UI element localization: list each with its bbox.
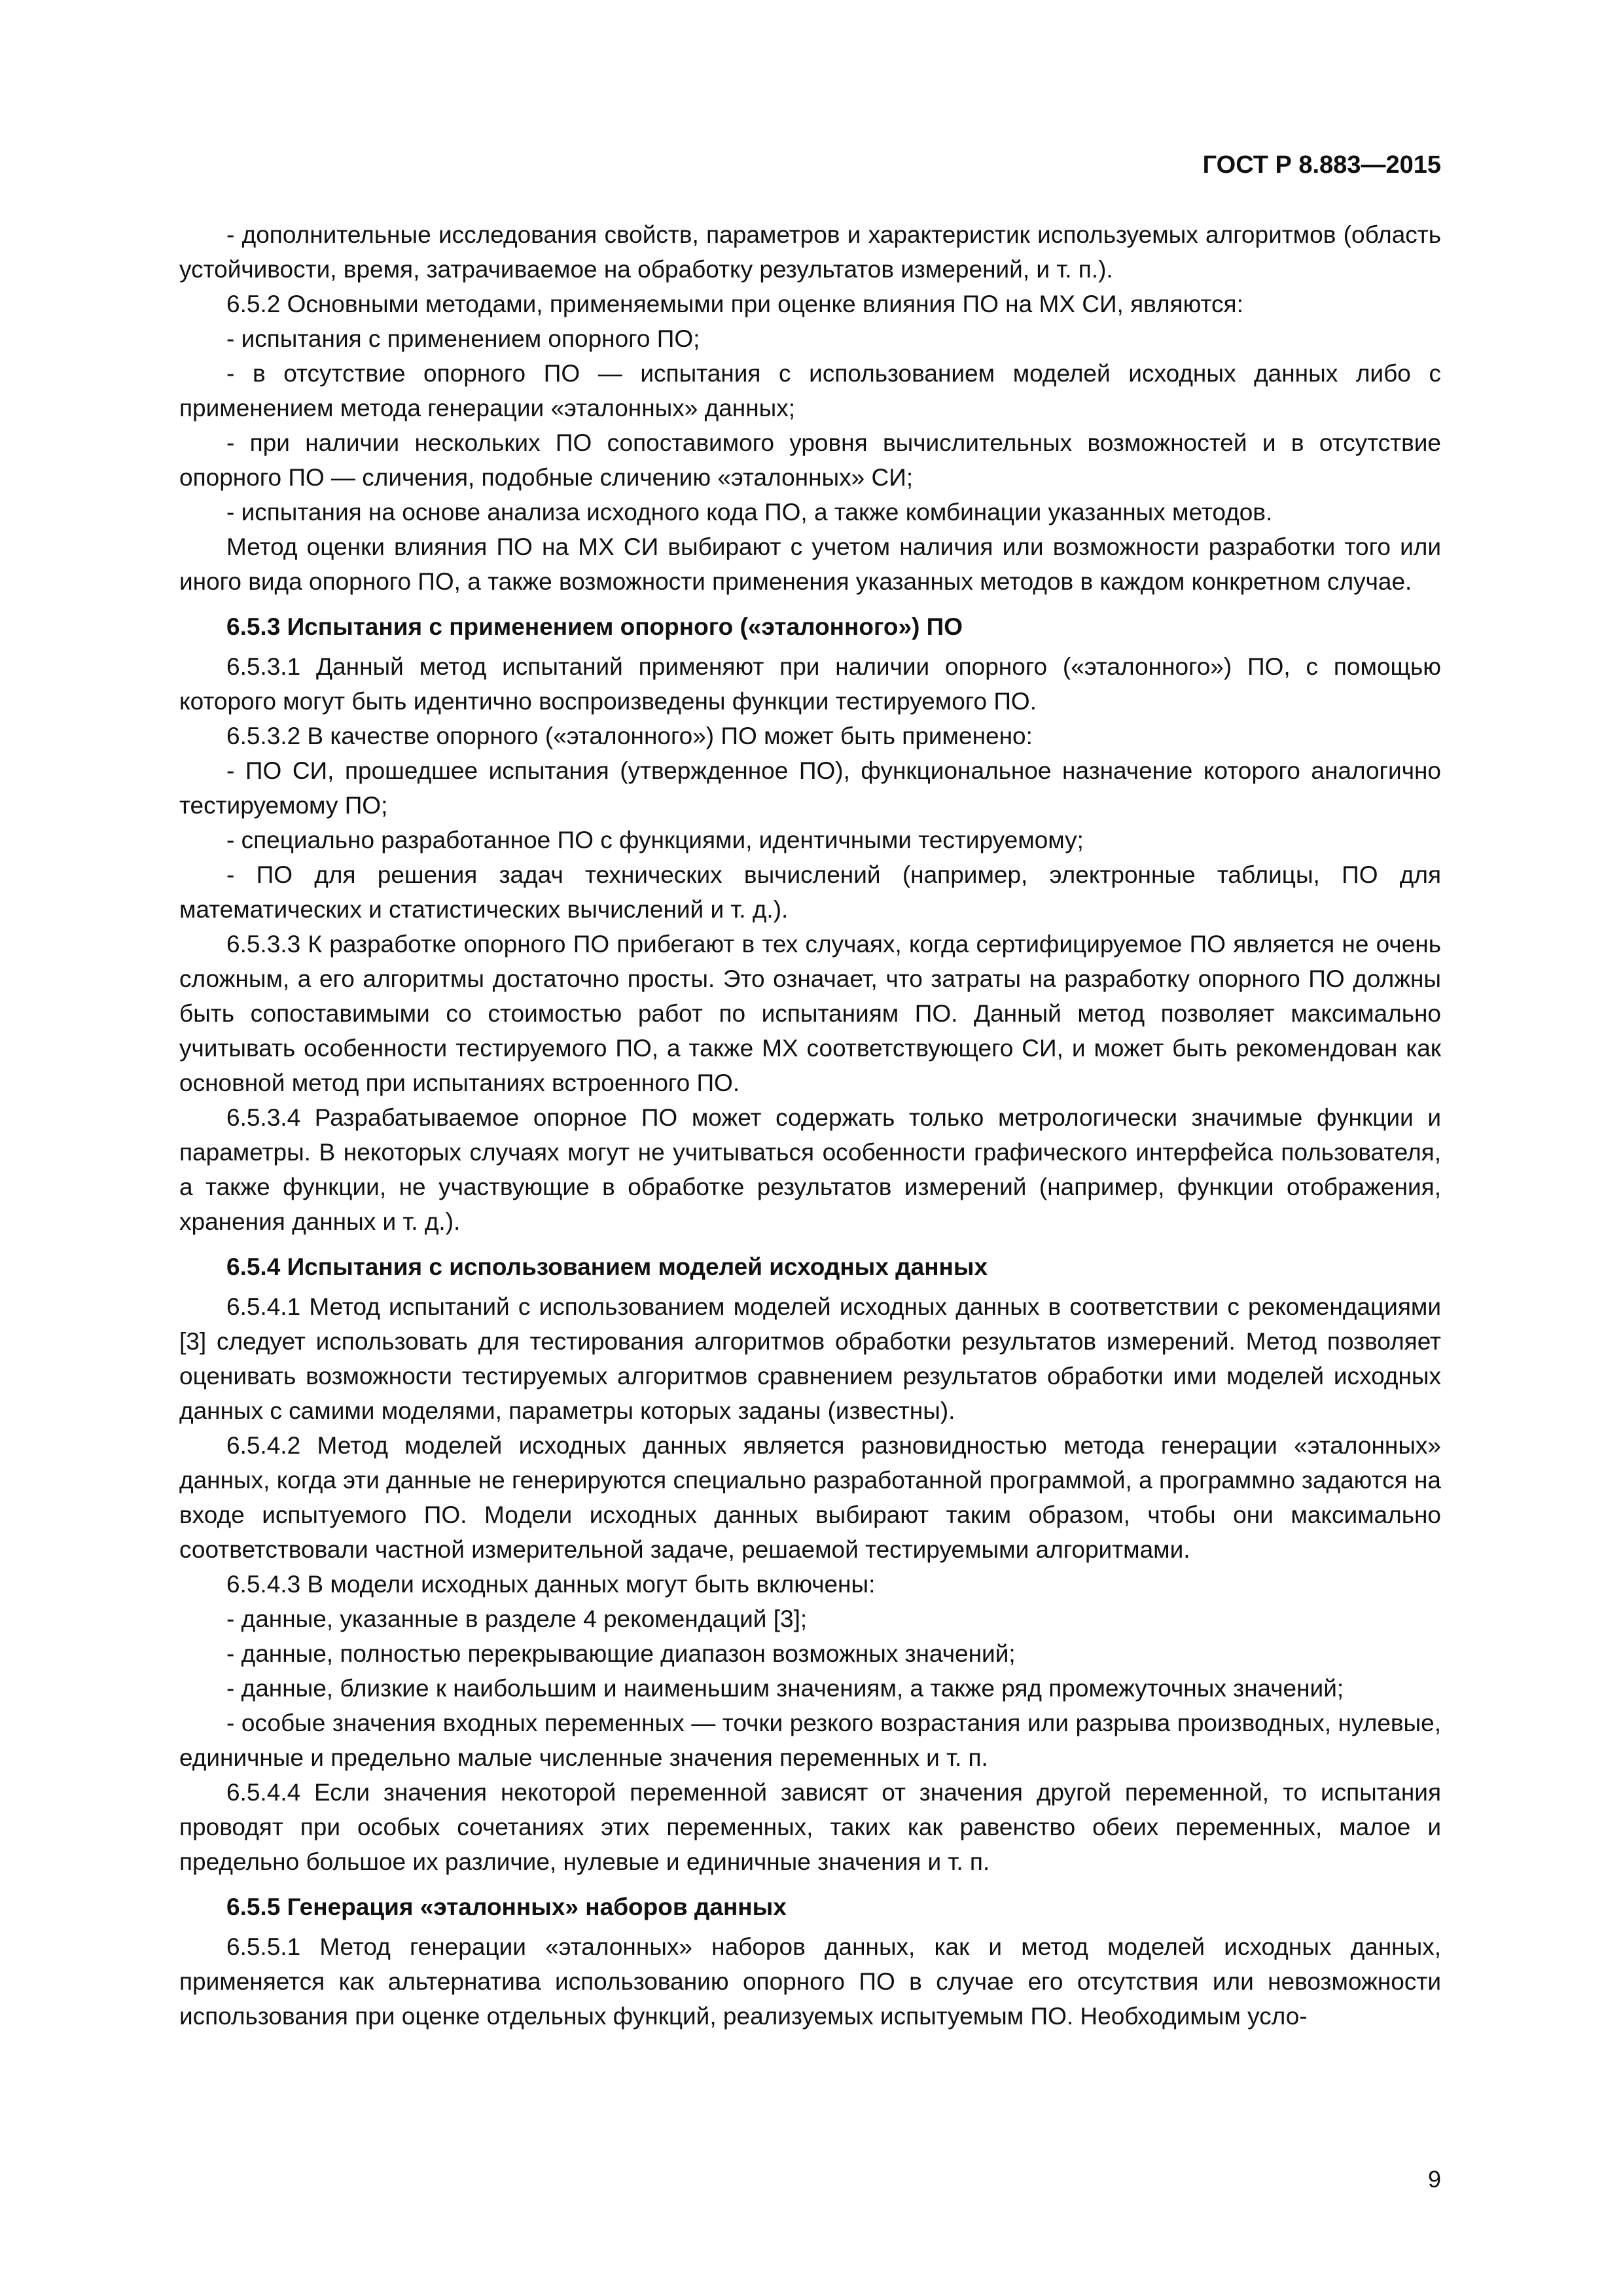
paragraph: 6.5.4.4 Если значения некоторой переменной зависят от значения другой переменной, то испытания проводят при особых сочетаниях этих переменных, таких как равенство обеих переменных, малое и предельно большое их различие, нулевые и единичные значения и т. п.: [179, 1779, 1441, 1875]
paragraph: 6.5.2 Основными методами, применяемыми при оценке влияния ПО на МХ СИ, являются:: [226, 291, 1243, 317]
list-item: - данные, указанные в разделе 4 рекомендаций [3];: [226, 1605, 808, 1632]
list-item: - данные, полностью перекрывающие диапазон возможных значений;: [226, 1640, 1016, 1667]
list-item: - испытания на основе анализа исходного кода ПО, а также комбинации указанных методов.: [226, 499, 1273, 526]
list-item: - ПО СИ, прошедшее испытания (утвержденное ПО), функциональное назначение которого аналогично тестируемому ПО;: [179, 757, 1441, 819]
document-body: [179, 217, 1441, 2034]
paragraph: 6.5.3.3 К разработке опорного ПО прибегают в тех случаях, когда сертифицируемое ПО является не очень сложным, а его алгоритмы достаточно просты. Это означает, что затраты на разработку опорного ПО должны быть сопоставимыми со стоимостью работ по испытаниям ПО. Данный метод позволяет максимально учитывать особенности тестируемого ПО, а также МХ соответствующего СИ, и может быть рекомендован как основной метод при испытаниях встроенного ПО.: [179, 931, 1441, 1096]
list-item: - при наличии нескольких ПО сопоставимого уровня вычислительных возможностей и в отсутствие опорного ПО — сличения, подобные сличению «эталонных» СИ;: [179, 429, 1441, 491]
list-item: - данные, близкие к наибольшим и наименьшим значениям, а также ряд промежуточных значений;: [226, 1675, 1344, 1702]
section-heading: 6.5.3 Испытания с применением опорного («эталонного») ПО: [226, 613, 963, 640]
list-item: - специально разработанное ПО с функциями, идентичными тестируемому;: [226, 827, 1084, 853]
paragraph: 6.5.3.1 Данный метод испытаний применяют при наличии опорного («эталонного») ПО, с помощью которого могут быть идентично воспроизведены функции тестируемого ПО.: [179, 653, 1441, 715]
paragraph: 6.5.5.1 Метод генерации «эталонных» наборов данных, как и метод моделей исходных данных, применяется как альтернатива использованию опорного ПО в случае его отсутствия или невозможности использования при оценке отдельных функций, реализуемых испытуемым ПО. Необходимым усло-: [179, 1933, 1441, 2030]
list-item: - особые значения входных переменных — точки резкого возрастания или разрыва производных, нулевые, единичные и предельно малые численные значения переменных и т. п.: [179, 1710, 1441, 1771]
section-heading: 6.5.5 Генерация «эталонных» наборов данных: [226, 1893, 787, 1920]
paragraph: 6.5.3.4 Разрабатываемое опорное ПО может содержать только метрологически значимые функции и параметры. В некоторых случаях могут не учитываться особенности графического интерфейса пользователя, а также функции, не участвующие в обработке результатов измерений (например, функции отображения, хранения данных и т. д.).: [179, 1104, 1441, 1235]
paragraph: 6.5.4.2 Метод моделей исходных данных является разновидностью метода генерации «эталонных» данных, когда эти данные не генерируются специально разработанной программой, а программно задаются на входе испытуемого ПО. Модели исходных данных выбирают таким образом, чтобы они максимально соответствовали частной измерительной задаче, решаемой тестируемыми алгоритмами.: [179, 1432, 1441, 1563]
paragraph: Метод оценки влияния ПО на МХ СИ выбирают с учетом наличия или возможности разработки того или иного вида опорного ПО, а также возможности применения указанных методов в каждом конкретном случае.: [179, 533, 1441, 595]
paragraph: 6.5.3.2 В качестве опорного («эталонного») ПО может быть применено:: [226, 723, 1033, 749]
list-item: - дополнительные исследования свойств, параметров и характеристик используемых алгоритмов (область устойчивости, время, затрачиваемое на обработку результатов измерений, и т. п.).: [179, 221, 1441, 283]
list-item: - в отсутствие опорного ПО — испытания с использованием моделей исходных данных либо с применением метода генерации «эталонных» данных;: [179, 360, 1441, 422]
list-item: - ПО для решения задач технических вычислений (например, электронные таблицы, ПО для математических и статистических вычислений и т. д.).: [179, 861, 1441, 923]
paragraph: 6.5.4.1 Метод испытаний с использованием моделей исходных данных в соответствии с рекомендациями [3] следует использовать для тестирования алгоритмов обработки результатов измерений. Метод позволяет оценивать возможности тестируемых алгоритмов сравнением результатов обработки ими моделей исходных данных с самими моделями, параметры которых заданы (известны).: [179, 1293, 1441, 1424]
document-header: ГОСТ Р 8.883—2015: [1202, 151, 1441, 179]
page-number: 9: [1427, 2166, 1441, 2193]
paragraph: 6.5.4.3 В модели исходных данных могут быть включены:: [226, 1571, 876, 1598]
list-item: - испытания с применением опорного ПО;: [226, 325, 700, 352]
section-heading: 6.5.4 Испытания с использованием моделей исходных данных: [226, 1253, 988, 1280]
